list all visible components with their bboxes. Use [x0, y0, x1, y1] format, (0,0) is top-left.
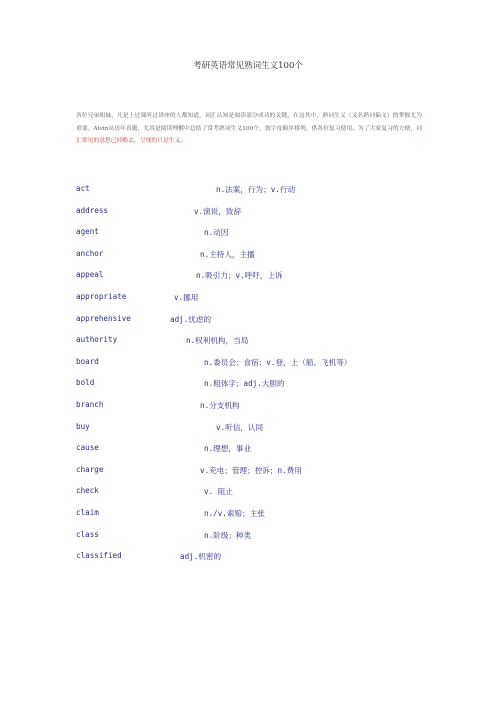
vocab-definition: v.充电；管理；控诉；n.费用	[200, 465, 302, 475]
vocab-definition: n./v.索赔；主张	[204, 508, 265, 518]
vocab-word: address	[76, 205, 109, 215]
vocab-definition: n.吸引力；v.呼吁，上诉	[196, 271, 283, 281]
intro-text: 各位兄弟姐妹，凡是上过课听过讲座的人都知道，词汇认知是阅读部分成功的关键。在这其中，熟词生义（又名熟词偏义）的掌握尤为重要。Alvin从历年真题，尤其是阅读理解中总结了常考熟词生义100个，按字母顺序排列，供各位复习使用。为了大家复习的方便，	[76, 113, 422, 132]
vocab-definition: n.分支机构	[200, 400, 240, 410]
vocab-definition: n.委员会；食宿；v.登，上（船、飞机等）	[204, 357, 352, 367]
vocab-word: class	[76, 529, 99, 539]
vocab-word: buy	[76, 421, 90, 431]
vocab-word: bold	[76, 378, 95, 388]
vocab-definition: v.挪用	[174, 292, 199, 302]
vocab-entry	[76, 206, 436, 228]
vocab-word: classified	[76, 551, 122, 561]
vocab-definition: n.法案，行为；v.行动	[216, 185, 296, 194]
vocab-word: check	[76, 486, 99, 496]
vocab-entry	[76, 184, 436, 206]
vocab-word: apprehensive	[76, 313, 131, 323]
page-title: 考研英语常见熟词生义100个	[193, 61, 303, 71]
vocab-entry	[76, 314, 436, 336]
vocab-definition: adj.忧虑的	[170, 314, 212, 324]
vocab-definition: n.权利机构，当局	[186, 336, 249, 346]
vocab-word: board	[76, 356, 99, 366]
intro-paragraph	[76, 110, 422, 148]
vocab-entry	[76, 292, 436, 314]
vocab-word: anchor	[76, 248, 104, 258]
vocab-entry	[76, 508, 436, 530]
vocab-definition: n.主持人，主播	[200, 249, 255, 259]
vocab-entry	[76, 400, 436, 422]
vocab-word: act	[76, 184, 90, 193]
vocab-word: appropriate	[76, 291, 127, 301]
intro-highlight-text: 词汇常见的意思已经略去，呈现的只是生义。	[76, 125, 422, 144]
vocab-definition: v.听信，认同	[216, 422, 264, 432]
vocab-entry	[76, 270, 436, 292]
vocab-entry	[76, 486, 436, 508]
vocab-definition: v. 阻止	[204, 487, 233, 497]
vocab-definition: n.理想，事业	[204, 444, 252, 454]
vocab-entry	[76, 335, 436, 357]
vocab-entry	[76, 378, 436, 400]
vocab-definition: v.演说，致辞	[194, 206, 242, 216]
vocab-word: charge	[76, 464, 104, 474]
vocab-entry	[76, 422, 436, 444]
vocab-word: branch	[76, 399, 104, 409]
vocab-word: claim	[76, 507, 99, 517]
vocab-definition: n.动因	[204, 228, 229, 238]
vocabulary-list	[76, 184, 436, 573]
vocab-definition: adj.机密的	[180, 552, 222, 562]
vocab-entry	[76, 465, 436, 487]
vocab-entry	[76, 227, 436, 249]
vocab-word: agent	[76, 227, 99, 237]
vocab-definition: n.阶级；种类	[204, 530, 252, 540]
vocab-entry	[76, 249, 436, 271]
vocab-entry	[76, 443, 436, 465]
vocab-definition: n.粗体字；adj.大胆的	[204, 379, 285, 389]
vocab-entry	[76, 357, 436, 379]
vocab-entry	[76, 530, 436, 552]
vocab-word: authority	[76, 335, 118, 345]
vocab-word: appeal	[76, 270, 104, 280]
vocab-entry	[76, 551, 436, 573]
vocab-word: cause	[76, 443, 99, 453]
